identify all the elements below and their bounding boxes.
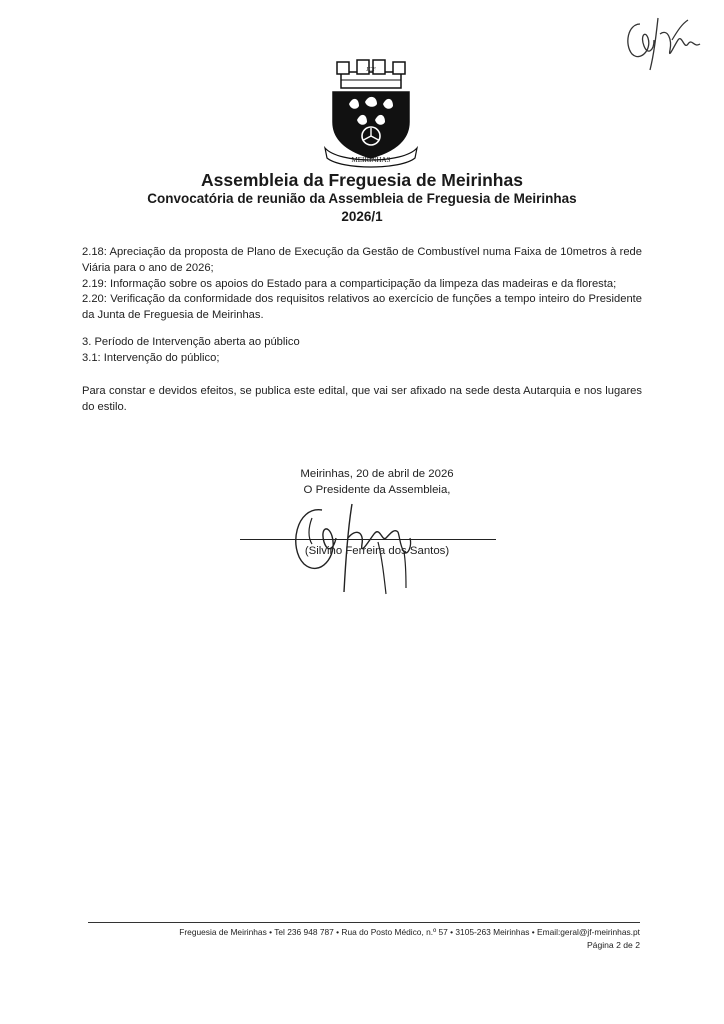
handwritten-signature [282,498,442,598]
signer-role: O Presidente da Assembleia, [303,484,451,496]
agenda-item: 2.19: Informação sobre os apoios do Estado para a comparticipação da limpeza das madeiras e da floresta; [82,277,617,290]
footer-contact: Freguesia de Meirinhas • Tel 236 948 787 • Rua do Posto Médico, n.º 57 • 3105-263 Meirinhas • Email:geral@jf-meirinhas.pt [179,927,640,937]
footer-divider [88,922,640,923]
section-item: 3.1: Intervenção do público; [82,351,220,364]
signer-name: (Silvino Ferreira dos Santos) [304,545,450,557]
initials-signature [618,10,708,74]
place-and-date: Meirinhas, 20 de abril de 2026 [300,468,454,480]
document-reference: 2026/1 [341,209,383,224]
page-number: Página 2 de 2 [586,940,640,950]
document-title: Assembleia da Freguesia de Meirinhas [201,170,523,190]
agenda-item: 2.18: Apreciação da proposta de Plano de Execução da Gestão de Combustível numa Faixa de 10metros à rede Viária para o ano de 2026; [82,246,642,274]
section-heading: 3. Período de Intervenção aberta ao público [82,336,300,348]
coat-of-arms-logo [319,58,423,168]
banner-text: MEIRINHAS [351,156,391,164]
document-subtitle: Convocatória de reunião da Assembleia de Freguesia de Meirinhas [147,191,577,206]
agenda-item: 2.20: Verificação da conformidade dos requisitos relativos ao exercício de funções a tempo inteiro do Presidente da Junta de Freguesia de Meirinhas. [82,293,642,322]
agenda-items [82,245,642,324]
closing-paragraph [82,384,642,416]
closing-text: Para constar e devidos efeitos, se publica este edital, que vai ser afixado na sede desta Autarquia e nos lugares do estilo. [82,385,642,413]
crown-text: JCF [366,67,376,73]
section-3 [82,335,642,367]
